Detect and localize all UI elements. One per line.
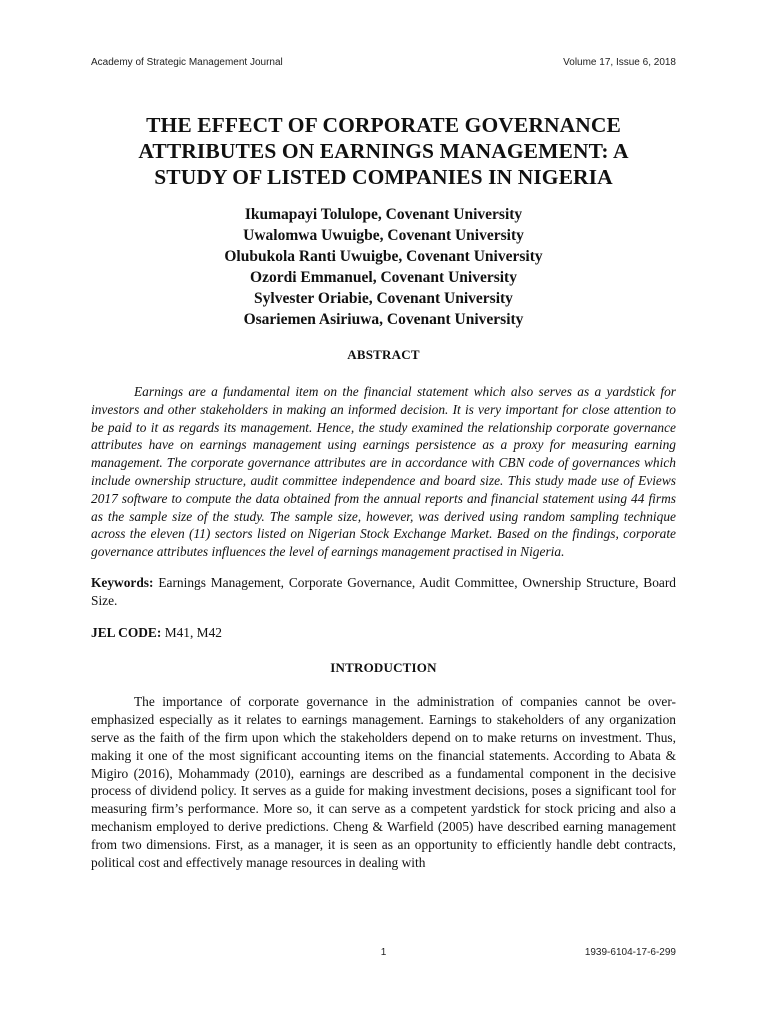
volume-issue: Volume 17, Issue 6, 2018 [563, 57, 676, 68]
author-list [91, 204, 676, 330]
author: Olubukola Ranti Uwuigbe, Covenant University [224, 248, 543, 265]
keywords-label: Keywords: [91, 574, 154, 590]
abstract-heading: ABSTRACT [347, 347, 420, 362]
title-line: THE EFFECT OF CORPORATE GOVERNANCE [146, 113, 621, 137]
introduction-text: The importance of corporate governance in the administration of companies cannot be over-emphasized especially as it relates to earnings management. Earnings to stakeholders of any organization serve as the faith of the firm upon which the stakeholders depend on to make returns on investment. Thus, making it one of the most significant accounting items on the financial statements. According to Abata & Migiro (2016), Mohammady (2010), earnings are described as a fundamental component in the decisive process of dividend policy. It serves as a guide for making investment decisions, poses a significant tool for measuring firm’s performance. More so, it can serve as a competent yardstick for stock pricing and also a mechanism employed to derive predictions. Cheng & Warfield (2005) have described earning management from two dimensions. First, as a manager, it is seen as an opportunity to efficiently handle debt contracts, political cost and effectively manage resources in dealing with [91, 694, 676, 870]
author: Osariemen Asiriuwa, Covenant University [243, 311, 524, 328]
page-number: 1 [380, 947, 387, 958]
title-line: STUDY OF LISTED COMPANIES IN NIGERIA [154, 165, 613, 189]
author: Ozordi Emmanuel, Covenant University [250, 269, 517, 286]
running-header [91, 57, 676, 68]
author: Ikumapayi Tolulope, Covenant University [244, 206, 523, 223]
document-id: 1939-6104-17-6-299 [584, 947, 676, 958]
title-line: ATTRIBUTES ON EARNINGS MANAGEMENT: A [138, 139, 629, 163]
main-content [91, 112, 676, 871]
journal-name: Academy of Strategic Management Journal [91, 57, 283, 68]
keywords-text: Earnings Management, Corporate Governance, Audit Committee, Ownership Structure, Board Size. [91, 574, 676, 608]
jel-code-paragraph [91, 624, 676, 642]
author: Sylvester Oriabie, Covenant University [254, 290, 513, 307]
jel-code-label: JEL CODE: [91, 624, 162, 640]
jel-code-text: M41, M42 [164, 624, 222, 640]
abstract-text: Earnings are a fundamental item on the financial statement which also serves as a yardstick for investors and other stakeholders in making an informed decision. It is very important for close attention to be paid to it as regards its management. Hence, the study examined the relationship corporate governance attributes have on earnings management using earnings persistence as a proxy for measuring earning management. The corporate governance attributes are in accordance with CBN code of governances which include ownership structure, audit committee independence and board size. This study made use of Eviews 2017 software to compute the data obtained from the annual reports and financial statement using 44 firms as the sample size of the study. The sample size, however, was derived using random sampling technique across the eleven (11) sectors listed on Nigerian Stock Exchange Market. Based on the findings, corporate governance attributes influences the level of earnings management practised in Nigeria. [91, 384, 676, 560]
author: Uwalomwa Uwuigbe, Covenant University [243, 227, 524, 244]
keywords-paragraph [91, 574, 676, 610]
introduction-heading: INTRODUCTION [330, 660, 437, 676]
paper-title [91, 112, 676, 190]
